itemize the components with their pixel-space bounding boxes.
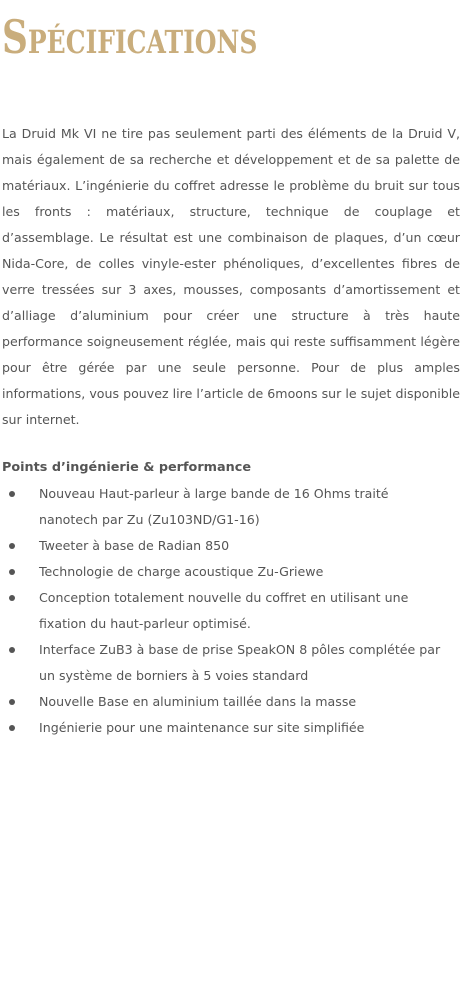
bullet-icon xyxy=(9,699,15,705)
feature-list xyxy=(2,481,442,741)
list-item-text: Interface ZuB3 à base de prise SpeakON 8 pôles complétée par un système de borniers à 5 voies standard xyxy=(39,642,441,683)
bullet-icon xyxy=(9,725,15,731)
list-item xyxy=(2,481,442,533)
bullet-icon xyxy=(9,595,15,601)
list-item-text: Conception totalement nouvelle du coffret en utilisant une fixation du haut-parleur optimisé. xyxy=(39,590,409,631)
list-item xyxy=(2,533,442,559)
bullet-icon xyxy=(9,569,15,575)
list-item-text: Technologie de charge acoustique Zu-Griewe xyxy=(39,564,324,579)
list-item-text: Nouveau Haut-parleur à large bande de 16 Ohms traité nanotech par Zu (Zu103ND/G1-16) xyxy=(39,486,389,527)
page-title: Spécifications xyxy=(2,10,258,64)
section-heading: Points d’ingénierie & performance xyxy=(2,460,252,475)
list-item-text: Tweeter à base de Radian 850 xyxy=(39,538,230,553)
list-item xyxy=(2,637,442,689)
list-item xyxy=(2,689,442,715)
bullet-icon xyxy=(9,543,15,549)
list-item-text: Nouvelle Base en aluminium taillée dans la masse xyxy=(39,694,357,709)
list-item xyxy=(2,585,442,637)
bullet-icon xyxy=(9,647,15,653)
intro-paragraph: La Druid Mk VI ne tire pas seulement parti des éléments de la Druid V, mais également de sa recherche et développement et de sa palette de matériaux. L’ingénierie du coffret adresse le problème du bruit sur tous les fronts : matériaux, structure, technique de couplage et d’assemblage. Le résultat est une combinaison de plaques, d’un cœur Nida-Core, de colles vinyle-ester phénoliques, d’excellentes fibres de verre tressées sur 3 axes, mousses, composants d’amortissement et d’alliage d’aluminium pour créer une structure à très haute performance soigneusement réglée, mais qui reste suffisamment légère pour être gérée par une seule personne. Pour de plus amples informations, vous pouvez lire l’article de 6moons sur le sujet disponible sur internet. xyxy=(2,126,460,427)
list-item-text: Ingénierie pour une maintenance sur site simplifiée xyxy=(39,720,365,735)
bullet-icon xyxy=(9,491,15,497)
list-item xyxy=(2,559,442,585)
list-item xyxy=(2,715,442,741)
